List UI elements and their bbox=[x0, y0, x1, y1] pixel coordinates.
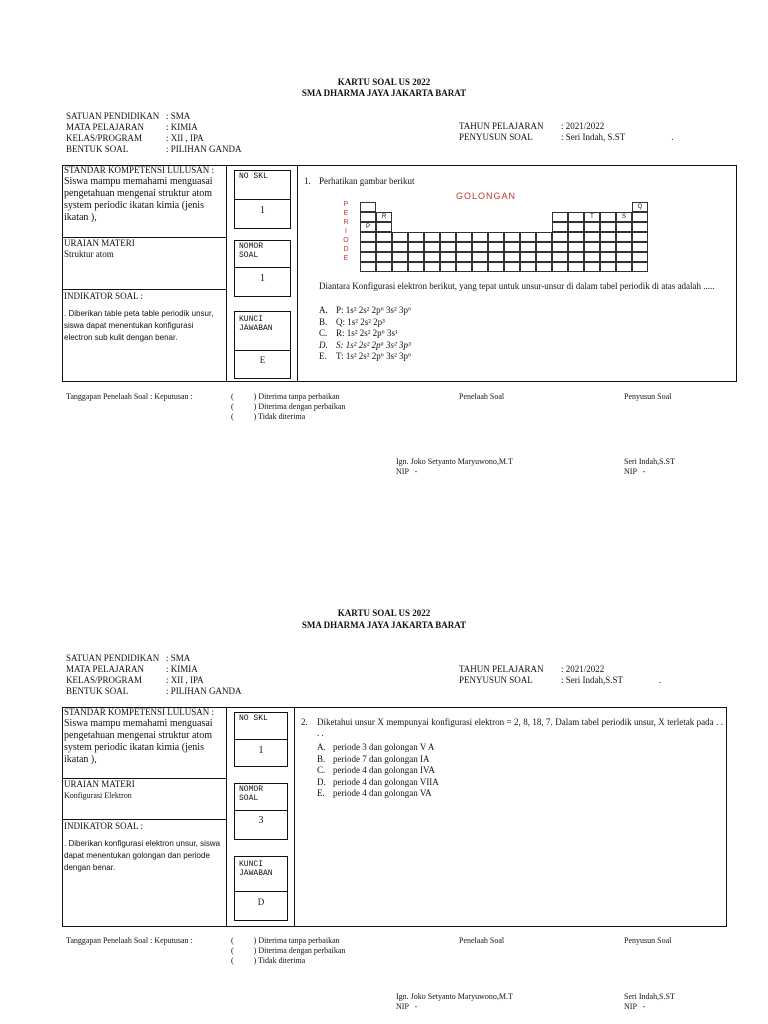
periodic-table-figure bbox=[336, 188, 666, 273]
question-number: 1. bbox=[304, 176, 311, 186]
periodic-cell bbox=[472, 262, 488, 272]
option-element: R: bbox=[336, 328, 345, 338]
option-d[interactable] bbox=[319, 340, 411, 352]
penelaah-nip: NIP - bbox=[396, 1002, 418, 1011]
penelaah-name: Ign. Joko Setyanto Maryuwono,M.T bbox=[396, 457, 513, 466]
periodic-cell bbox=[520, 232, 536, 242]
option-element: Q: bbox=[336, 316, 345, 327]
right-meta bbox=[459, 121, 674, 143]
meta-value: : XII , IPA bbox=[166, 133, 204, 143]
periodic-cell bbox=[616, 222, 632, 232]
periodic-cell bbox=[520, 242, 536, 252]
option-config: 1s² 2s² 2p³ bbox=[347, 316, 385, 327]
periodic-cell bbox=[424, 252, 440, 262]
periodic-cell bbox=[600, 242, 616, 252]
periodic-cell bbox=[632, 252, 648, 262]
left-meta bbox=[66, 653, 242, 697]
periodic-cell bbox=[568, 212, 584, 222]
periodic-cell bbox=[488, 252, 504, 262]
penyusun-name: Seri Indah,S.ST bbox=[624, 457, 675, 466]
kunci-label: KUNCI JAWABAN bbox=[239, 860, 273, 878]
penyusun-name: Seri Indah,S.ST bbox=[624, 992, 675, 1001]
meta-label: TAHUN PELAJARAN bbox=[459, 121, 544, 131]
divider bbox=[294, 707, 295, 927]
periodic-cell bbox=[536, 262, 552, 272]
divider bbox=[297, 165, 298, 382]
left-meta bbox=[66, 111, 242, 155]
periodic-cell bbox=[440, 252, 456, 262]
periodic-cell bbox=[504, 252, 520, 262]
nomor-soal-label: NOMOR SOAL bbox=[239, 242, 264, 260]
option-text: periode 4 dan golongan VA bbox=[333, 788, 432, 798]
meta-label: BENTUK SOAL bbox=[66, 144, 129, 154]
materi-heading: URAIAN MATERI bbox=[64, 238, 135, 248]
no-skl-label-box bbox=[234, 170, 291, 200]
nomor-soal-value: 1 bbox=[260, 273, 265, 284]
periodic-cell bbox=[552, 212, 568, 222]
periodic-cell bbox=[632, 242, 648, 252]
no-skl-label-box bbox=[234, 712, 288, 740]
meta-value: : Seri Indah, S.ST bbox=[561, 132, 626, 142]
tanggapan-option[interactable]: ( ) Tidak diterima bbox=[231, 956, 306, 965]
tanggapan-option[interactable]: ( ) Diterima dengan perbaikan bbox=[231, 402, 346, 411]
nomor-soal-value-box bbox=[234, 810, 288, 840]
meta-value: : PILIHAN GANDA bbox=[166, 144, 242, 154]
periodic-cell bbox=[568, 262, 584, 272]
periodic-cell bbox=[616, 262, 632, 272]
periodic-cell bbox=[472, 252, 488, 262]
option-element: S: bbox=[336, 339, 344, 350]
periodic-cell bbox=[584, 242, 600, 252]
meta-label: MATA PELAJARAN bbox=[66, 664, 145, 674]
periodic-cell bbox=[408, 262, 424, 272]
periodic-cell bbox=[376, 242, 392, 252]
meta-label: PENYUSUN SOAL bbox=[459, 132, 533, 142]
periodic-cell bbox=[408, 242, 424, 252]
no-skl-label: NO SKL bbox=[239, 172, 268, 181]
option-config: 1s² 2s² 2p⁶ 3s² 3p⁶ bbox=[345, 351, 412, 361]
periodic-cell bbox=[568, 242, 584, 252]
periodic-cell bbox=[440, 262, 456, 272]
periodic-cell bbox=[552, 232, 568, 242]
option-text: periode 7 dan golongan IA bbox=[333, 753, 430, 764]
periodic-cell bbox=[520, 252, 536, 262]
periodic-cell bbox=[600, 252, 616, 262]
periodic-cell: R bbox=[376, 212, 392, 222]
option-letter: E. bbox=[317, 788, 325, 798]
kunci-label-box bbox=[234, 311, 291, 351]
periodic-cell bbox=[504, 262, 520, 272]
meta-value: : KIMIA bbox=[166, 122, 198, 132]
periode-letter: P bbox=[343, 201, 349, 208]
skl-text: Siswa mampu memahami menguasai pengetahuan mengenai struktur atom system periodic ikatan kimia (jenis ikatan ), bbox=[64, 718, 213, 765]
indikator-text: . Diberikan konfigurasi elektron unsur, siswa dapat menentukan golongan dan periode dengan benar. bbox=[64, 839, 221, 872]
option-b[interactable] bbox=[319, 317, 411, 329]
penyusun-nip: NIP - bbox=[624, 1002, 646, 1011]
periodic-cell bbox=[376, 232, 392, 242]
periodic-cell bbox=[440, 242, 456, 252]
periode-letter: D bbox=[343, 246, 349, 253]
periodic-cell bbox=[360, 262, 376, 272]
meta-label: MATA PELAJARAN bbox=[66, 122, 145, 132]
meta-dot: . bbox=[659, 675, 662, 685]
no-skl-value-box bbox=[234, 199, 291, 229]
meta-value: : KIMIA bbox=[166, 664, 198, 674]
periodic-cell bbox=[488, 232, 504, 242]
option-c[interactable] bbox=[319, 328, 411, 340]
periodic-cell bbox=[424, 232, 440, 242]
periodic-cell bbox=[456, 262, 472, 272]
option-a[interactable] bbox=[319, 305, 411, 317]
periodic-cell bbox=[632, 222, 648, 232]
option-c[interactable] bbox=[317, 765, 439, 777]
materi-text: Struktur atom bbox=[64, 249, 114, 259]
penyusun-label: Penyusun Soal bbox=[624, 936, 672, 945]
card-title: KARTU SOAL US 2022 bbox=[337, 608, 431, 618]
periodic-cell bbox=[456, 252, 472, 262]
periodic-cell bbox=[392, 242, 408, 252]
no-skl-value: 1 bbox=[258, 745, 264, 756]
meta-label: SATUAN PENDIDIKAN bbox=[66, 653, 160, 663]
option-element: P: bbox=[336, 305, 344, 315]
no-skl-value: 1 bbox=[260, 205, 265, 216]
skl-text: Siswa mampu memahami menguasai pengetahuan mengenai struktur atom system periodic ikatan kimia (jenis ikatan ), bbox=[64, 176, 213, 223]
tanggapan-label: Tanggapan Penelaah Soal : Keputusan : bbox=[66, 936, 193, 945]
tanggapan-option[interactable]: ( ) Diterima tanpa perbaikan bbox=[231, 936, 340, 945]
periodic-cell bbox=[616, 252, 632, 262]
kunci-label-box bbox=[234, 856, 288, 892]
periodic-cell bbox=[632, 262, 648, 272]
nomor-soal-label: NOMOR SOAL bbox=[239, 785, 264, 803]
tanggapan-option[interactable]: ( ) Diterima dengan perbaikan bbox=[231, 946, 346, 955]
periodic-cell bbox=[456, 242, 472, 252]
periodic-cell bbox=[632, 212, 648, 222]
periodic-cell bbox=[456, 232, 472, 242]
periodic-cell bbox=[568, 222, 584, 232]
option-d[interactable] bbox=[317, 777, 439, 789]
golongan-label: GOLONGAN bbox=[456, 191, 517, 201]
kunci-value: E bbox=[259, 355, 266, 365]
periodic-cell bbox=[584, 262, 600, 272]
meta-value: : SMA bbox=[166, 111, 191, 121]
periodic-cell bbox=[520, 262, 536, 272]
periodic-cell bbox=[600, 232, 616, 242]
penelaah-name: Ign. Joko Setyanto Maryuwono,M.T bbox=[396, 992, 513, 1001]
skl-heading: STANDAR KOMPETENSI LULUSAN : bbox=[64, 707, 215, 717]
option-letter: B. bbox=[319, 316, 328, 327]
periode-letter: I bbox=[345, 228, 347, 235]
option-element: T: bbox=[336, 351, 344, 361]
option-letter: C. bbox=[317, 765, 326, 775]
option-letter: A. bbox=[319, 305, 328, 315]
periodic-cell bbox=[552, 252, 568, 262]
meta-label: PENYUSUN SOAL bbox=[459, 675, 533, 685]
periode-letter: O bbox=[343, 237, 349, 244]
periodic-cell bbox=[504, 232, 520, 242]
periodic-cell bbox=[376, 222, 392, 232]
periodic-cell bbox=[472, 232, 488, 242]
meta-value: : 2021/2022 bbox=[561, 121, 605, 131]
periode-letter: R bbox=[343, 219, 349, 226]
meta-label: KELAS/PROGRAM bbox=[66, 675, 143, 685]
periodic-cell: Q bbox=[632, 202, 648, 212]
indikator-text: . Diberikan table peta table periodik unsur, siswa dapat menentukan konfigurasi electron sub kulit dengan benar. bbox=[64, 309, 214, 342]
meta-value: : XII , IPA bbox=[166, 675, 204, 685]
meta-label: TAHUN PELAJARAN bbox=[459, 664, 544, 674]
periodic-cell bbox=[408, 232, 424, 242]
option-letter: A. bbox=[317, 742, 326, 752]
periodic-cell bbox=[360, 202, 376, 212]
nomor-soal-label-box bbox=[234, 783, 288, 811]
school-name: SMA DHARMA JAYA JAKARTA BARAT bbox=[301, 88, 467, 98]
periodic-cell bbox=[392, 262, 408, 272]
option-letter: C. bbox=[319, 328, 328, 338]
no-skl-label: NO SKL bbox=[239, 714, 268, 723]
periodic-cell bbox=[584, 222, 600, 232]
indikator-heading: INDIKATOR SOAL : bbox=[64, 291, 144, 301]
periodic-cell bbox=[360, 232, 376, 242]
periodic-cell bbox=[616, 242, 632, 252]
indikator-heading: INDIKATOR SOAL : bbox=[64, 821, 144, 831]
periodic-cell bbox=[392, 252, 408, 262]
penyusun-label: Penyusun Soal bbox=[624, 392, 672, 401]
option-config: 1s² 2s² 2p⁶ 3s¹ bbox=[346, 328, 398, 338]
option-letter: D. bbox=[319, 339, 328, 350]
periodic-cell bbox=[376, 262, 392, 272]
periodic-cell bbox=[360, 252, 376, 262]
periodic-cell bbox=[408, 252, 424, 262]
periodic-cell bbox=[600, 212, 616, 222]
periodic-cell bbox=[392, 232, 408, 242]
question-number: 2. bbox=[301, 717, 308, 727]
skl-heading: STANDAR KOMPETENSI LULUSAN : bbox=[64, 165, 215, 175]
penelaah-nip: NIP - bbox=[396, 467, 418, 476]
option-text: periode 4 dan golongan VIIA bbox=[333, 776, 439, 787]
periodic-cell bbox=[536, 252, 552, 262]
periodic-cell bbox=[488, 242, 504, 252]
nomor-soal-value-box bbox=[234, 267, 291, 297]
card-title: KARTU SOAL US 2022 bbox=[337, 77, 431, 87]
periode-label bbox=[342, 200, 350, 263]
periodic-cell bbox=[632, 232, 648, 242]
periodic-cell bbox=[536, 242, 552, 252]
option-a[interactable] bbox=[317, 742, 439, 754]
question-text: Diketahui unsur X mempunyai konfigurasi elektron = 2, 8, 18, 7. Dalam tabel periodik unsur, X terletak pada . . . . bbox=[317, 717, 723, 738]
tanggapan-label: Tanggapan Penelaah Soal : Keputusan : bbox=[66, 392, 193, 401]
meta-label: BENTUK SOAL bbox=[66, 686, 129, 696]
materi-heading: URAIAN MATERI bbox=[64, 779, 135, 789]
periodic-cell bbox=[568, 252, 584, 262]
periodic-cell bbox=[616, 232, 632, 242]
periodic-cell bbox=[568, 232, 584, 242]
kunci-label: KUNCI JAWABAN bbox=[239, 315, 273, 333]
kunci-value-box bbox=[234, 350, 291, 379]
periodic-cell bbox=[360, 212, 376, 222]
periodic-cell bbox=[472, 242, 488, 252]
periodic-cell bbox=[600, 222, 616, 232]
tanggapan-options bbox=[231, 936, 345, 966]
nomor-soal-value: 3 bbox=[258, 815, 264, 826]
periodic-cell bbox=[552, 242, 568, 252]
periodic-cell bbox=[376, 252, 392, 262]
periodic-cell: S bbox=[616, 212, 632, 222]
periodic-cell bbox=[584, 232, 600, 242]
option-b[interactable] bbox=[317, 754, 439, 766]
divider bbox=[62, 289, 227, 290]
options-list bbox=[317, 742, 439, 800]
meta-value: : SMA bbox=[166, 653, 191, 663]
divider bbox=[62, 819, 227, 820]
question-text: Diantara Konfigurasi elektron berikut, yang tepat untuk unsur-unsur di dalam tabel periodik di atas adalah ..... bbox=[319, 281, 715, 291]
tanggapan-option[interactable]: ( ) Diterima tanpa perbaikan bbox=[231, 392, 340, 401]
meta-label: SATUAN PENDIDIKAN bbox=[66, 111, 160, 121]
periodic-cell bbox=[600, 262, 616, 272]
no-skl-value-box bbox=[234, 739, 288, 767]
materi-text: Konfigurasi Elektron bbox=[64, 791, 132, 800]
kunci-value-box bbox=[234, 891, 288, 921]
penelaah-label: Penelaah Soal bbox=[459, 936, 505, 945]
option-config: 1s² 2s² 2p⁶ 3s² 3p⁶ bbox=[345, 305, 412, 315]
question-intro: Perhatikan gambar berikut bbox=[319, 176, 415, 186]
option-config: 1s² 2s² 2p⁶ 3s² 3p³ bbox=[345, 339, 411, 350]
option-e[interactable] bbox=[317, 788, 439, 800]
tanggapan-option[interactable]: ( ) Tidak diterima bbox=[231, 412, 306, 421]
penyusun-nip: NIP - bbox=[624, 467, 646, 476]
meta-value: : Seri Indah,S.ST bbox=[561, 675, 623, 685]
periodic-cell bbox=[504, 242, 520, 252]
periodic-cell: T bbox=[584, 212, 600, 222]
periodic-cell bbox=[584, 252, 600, 262]
periodic-cell bbox=[536, 232, 552, 242]
meta-label: KELAS/PROGRAM bbox=[66, 133, 143, 143]
periodic-cell bbox=[552, 262, 568, 272]
periodic-cell bbox=[424, 242, 440, 252]
periodic-cell bbox=[440, 232, 456, 242]
options-list bbox=[319, 305, 411, 363]
periodic-cell bbox=[360, 242, 376, 252]
meta-dot: . bbox=[671, 132, 674, 142]
meta-value: : 2021/2022 bbox=[561, 664, 605, 674]
right-meta bbox=[459, 664, 661, 686]
option-letter: D. bbox=[317, 776, 326, 787]
option-letter: E. bbox=[319, 351, 327, 361]
tanggapan-options bbox=[231, 392, 345, 422]
option-letter: B. bbox=[317, 753, 326, 764]
periodic-cell bbox=[424, 262, 440, 272]
option-e[interactable] bbox=[319, 351, 411, 363]
option-text: periode 3 dan golongan V A bbox=[333, 742, 435, 752]
periodic-cell bbox=[552, 222, 568, 232]
kunci-value: D bbox=[257, 897, 265, 907]
periodic-cell: P bbox=[360, 222, 376, 232]
penelaah-label: Penelaah Soal bbox=[459, 392, 505, 401]
periode-letter: E bbox=[343, 255, 349, 262]
school-name: SMA DHARMA JAYA JAKARTA BARAT bbox=[301, 620, 467, 630]
option-text: periode 4 dan golongan IVA bbox=[333, 765, 435, 775]
periodic-cell bbox=[488, 262, 504, 272]
periode-letter: E bbox=[343, 210, 349, 217]
nomor-soal-label-box bbox=[234, 240, 291, 268]
meta-value: : PILIHAN GANDA bbox=[166, 686, 242, 696]
